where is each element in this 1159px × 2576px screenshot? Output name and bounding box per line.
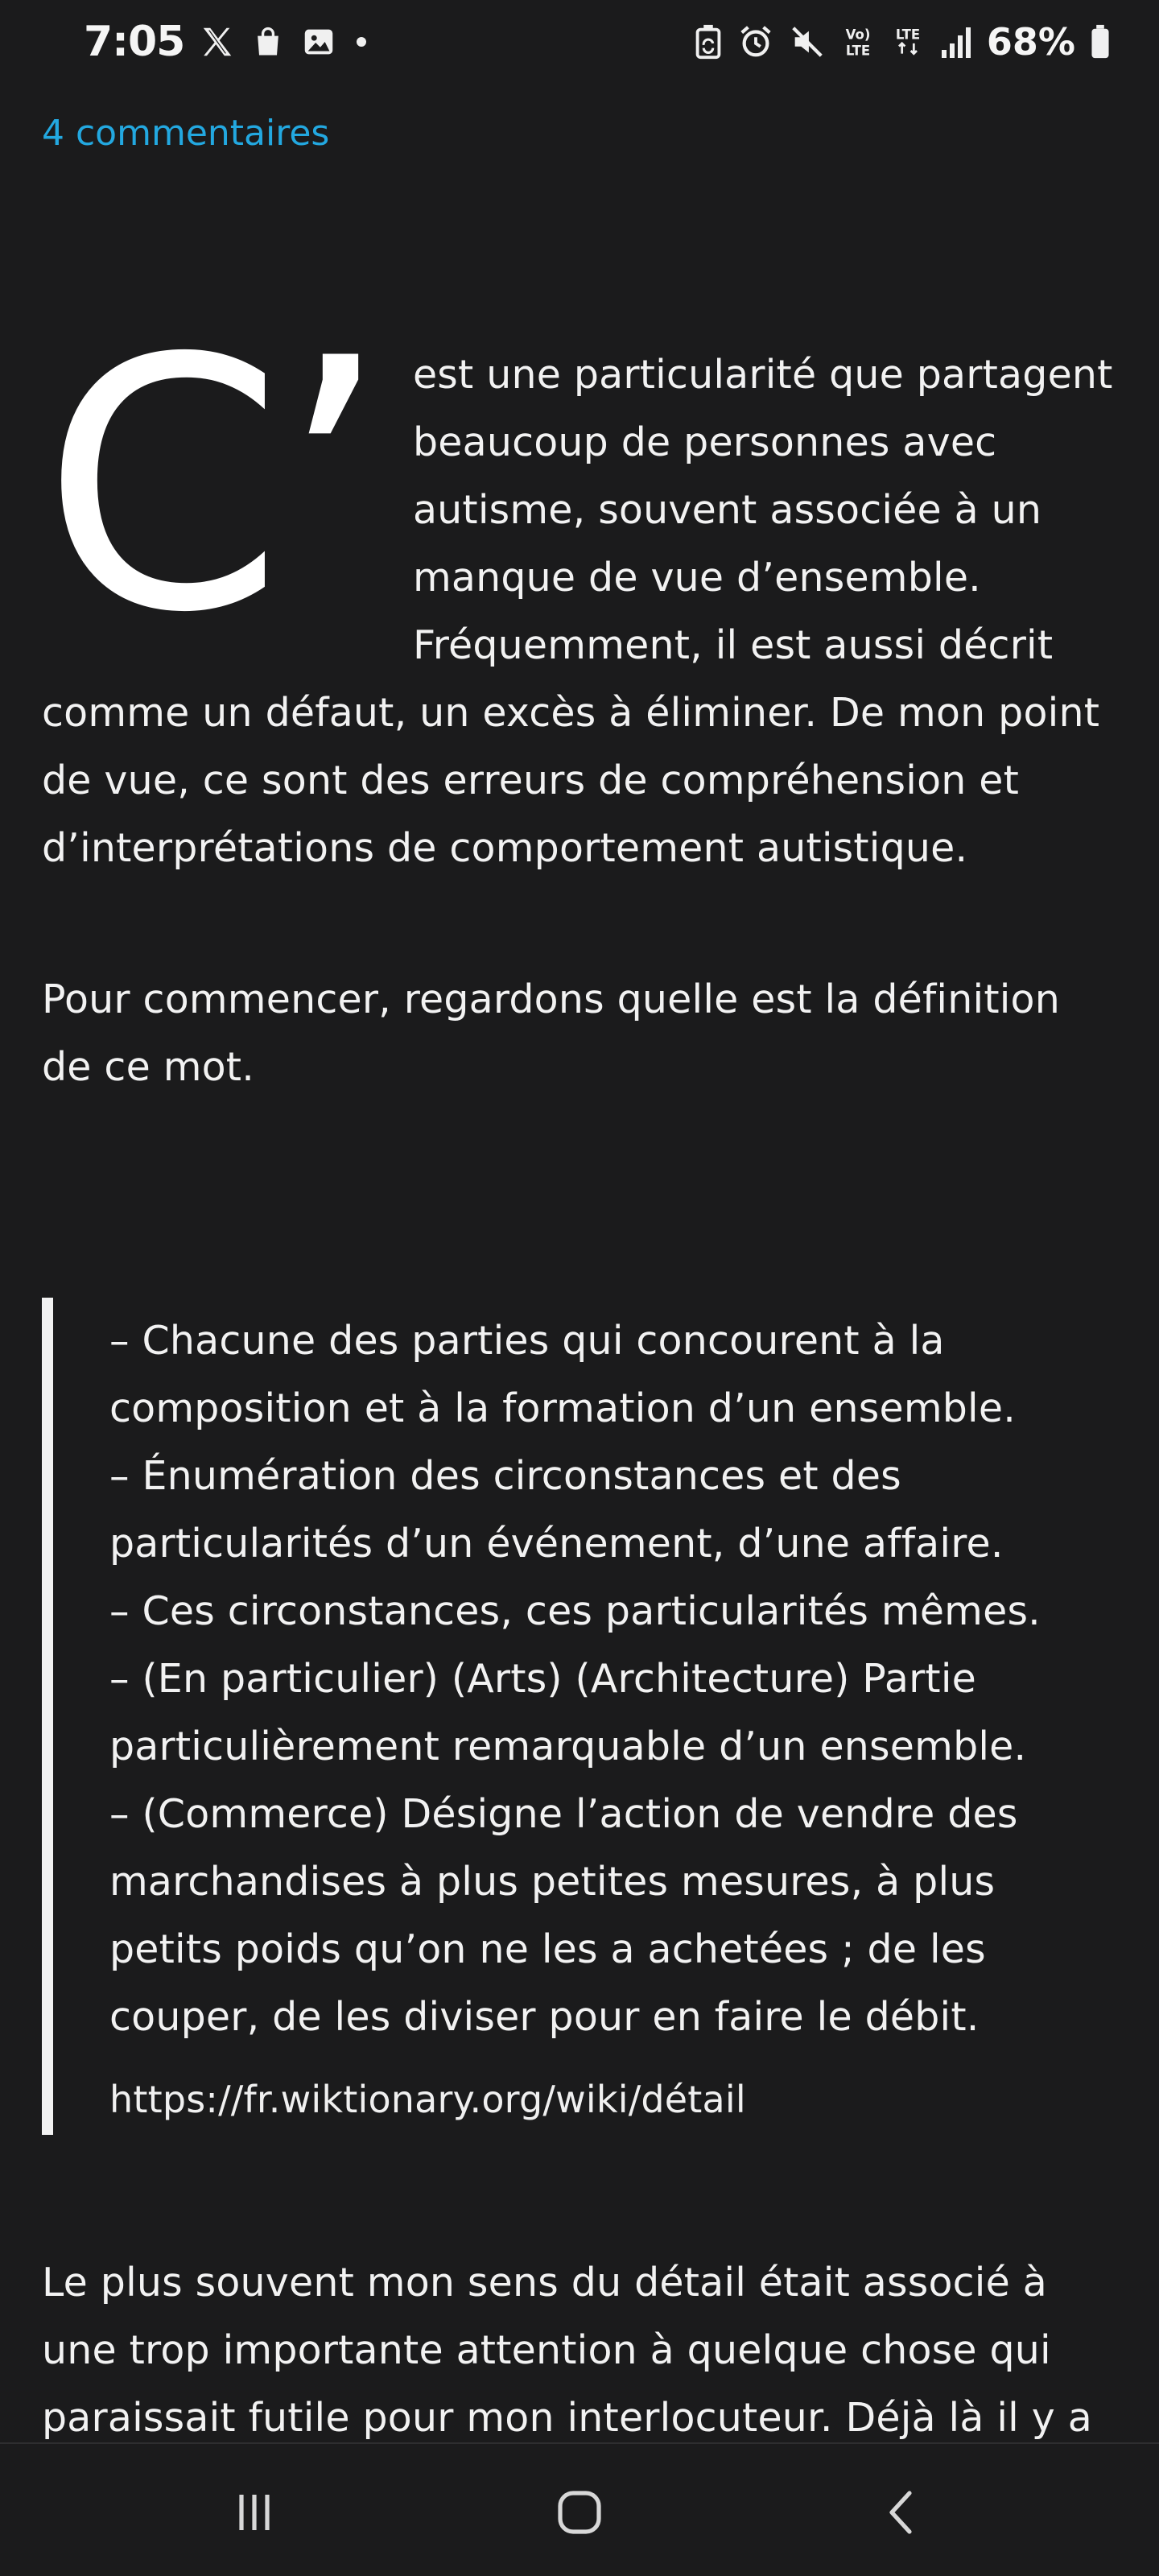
gallery-icon [300, 23, 337, 60]
volte-icon [840, 23, 876, 60]
drop-cap: C’ [42, 286, 384, 688]
alarm-icon [737, 23, 774, 60]
shopping-bag-icon [250, 23, 286, 60]
home-icon [554, 2487, 605, 2538]
status-right [694, 20, 1111, 64]
recent-apps-icon [230, 2488, 278, 2537]
dot-icon [352, 32, 371, 52]
svg-text:LTE: LTE [845, 43, 871, 59]
signal-icon [940, 24, 972, 60]
svg-text:LTE: LTE [895, 27, 921, 43]
definition-blockquote [42, 1298, 1117, 2135]
status-left [84, 18, 371, 66]
lte-icon [890, 23, 926, 60]
comments-link[interactable]: 4 commentaires [42, 113, 330, 154]
status-time: 7:05 [84, 18, 185, 66]
status-bar [0, 0, 1159, 84]
battery-icon [1090, 23, 1111, 60]
navigation-bar [0, 2442, 1159, 2576]
back-button[interactable] [867, 2484, 939, 2541]
battery-percentage: 68% [986, 20, 1075, 64]
quote-source: https://fr.wiktionary.org/wiki/détail [109, 2078, 746, 2121]
recycle-battery-icon [694, 23, 723, 60]
definition-item: – (Commerce) Désigne l’action de vendre des marchandises à plus petites mesures, à plus petits poids qu’on ne les a achetées ; de les couper, de les diviser pour en faire le débit. [109, 1791, 1018, 2040]
home-button[interactable] [543, 2484, 616, 2541]
definition-item: – Énumération des circonstances et des particularités d’un événement, d’une affaire. [109, 1453, 1004, 1567]
back-icon [879, 2488, 927, 2537]
mute-icon [789, 23, 826, 60]
intro-paragraph [42, 286, 1117, 882]
paragraph-definition-intro: Pour commencer, regardons quelle est la définition de ce mot. [42, 976, 1060, 1090]
paragraph-detail-sense: Le plus souvent mon sens du détail était associé à une trop importante attention à quelque chose qui paraissait futile pour mon interlocuteur. Déjà là il y a [42, 2260, 1092, 2441]
svg-text:Vo): Vo) [845, 27, 871, 43]
definition-list [109, 1307, 1117, 2051]
recent-apps-button[interactable] [218, 2484, 291, 2541]
definition-item: – (En particulier) (Arts) (Architecture) Partie particulièrement remarquable d’un ensemble. [109, 1656, 1027, 1769]
intro-text: est une particularité que partagent beaucoup de personnes avec autisme, souvent associée à un manque de vue d’ensemble. Fréquemment, il est aussi décrit comme un défaut, un excès à éliminer. De mon point de vue, ce sont des erreurs de compréhension et d’interprétations de comportement autistique. [42, 352, 1113, 871]
definition-item: – Ces circonstances, ces particularités mêmes. [109, 1588, 1041, 1634]
x-icon [199, 23, 236, 60]
definition-item: – Chacune des parties qui concourent à la composition et à la formation d’un ensemble. [109, 1318, 1016, 1431]
